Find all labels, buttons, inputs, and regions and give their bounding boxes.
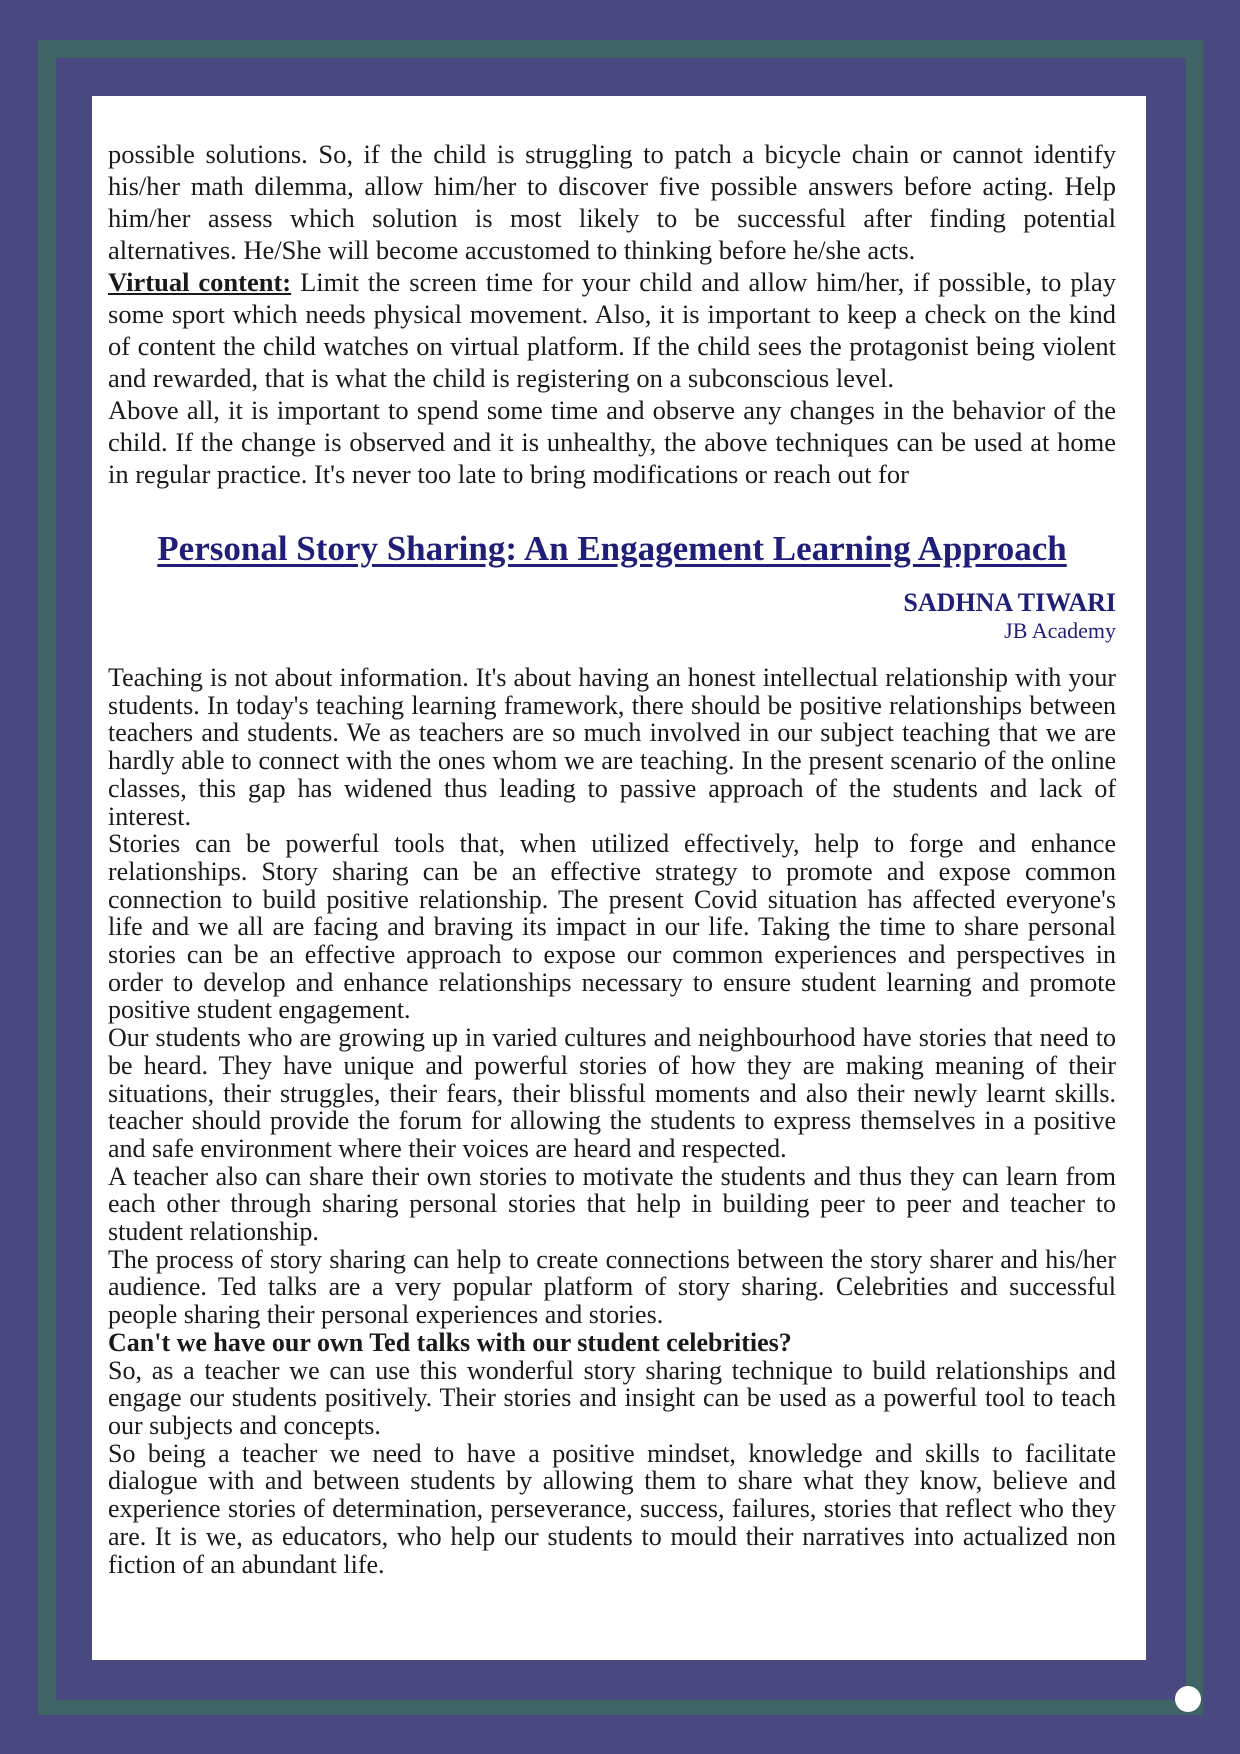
body-paragraph: Stories can be powerful tools that, when utilized effectively, help to forge and enhance relationships. Story sharing can be an effective strategy to promote and expose common connection to build positive relationship. The present Covid situation has affected everyone's life and we all are facing and braving its impact in our life. Taking the time to share personal stories can be an effective approach to expose our common experiences and perspectives in order to develop and enhance relationships necessary to ensure student learning and promote positive student engagement.	[108, 829, 1116, 1025]
body-paragraph: So being a teacher we need to have a positive mindset, knowledge and skills to facilitate dialogue with and between students by allowing them to share what they know, believe and experience stories of determination, perseverance, success, failures, stories that reflect who they are. It is we, as educators, who help our students to mould their narratives into actualized non fiction of an abundant life.	[108, 1438, 1116, 1579]
question-heading: Can't we have our own Ted talks with our student celebrities?	[108, 1327, 792, 1357]
article-body	[108, 664, 1116, 1578]
author-school: JB Academy	[1004, 618, 1116, 643]
body-paragraph: Teaching is not about information. It's about having an honest intellectual relationship with your students. In today's teaching learning framework, there should be positive relationships between teachers and students. We as teachers are so much involved in our subject teaching that we are hardly able to connect with the ones whom we are teaching. In the present scenario of the online classes, this gap has widened thus leading to passive approach of the students and lack of interest.	[108, 663, 1116, 831]
continued-paragraph: possible solutions. So, if the child is struggling to patch a bicycle chain or cannot identify his/her math dilemma, allow him/her to discover five possible answers before acting. Help him/her assess which solution is most likely to be successful after finding potential alternatives. He/She will become accustomed to thinking before he/she acts.	[108, 139, 1116, 265]
virtual-content-paragraph	[108, 266, 1116, 394]
body-paragraph: The process of story sharing can help to create connections between the story sharer and his/her audience. Ted talks are a very popular platform of story sharing. Celebrities and successful people sharing their personal experiences and stories.	[108, 1244, 1116, 1330]
article-title: Personal Story Sharing: An Engagement Learning Approach	[157, 529, 1067, 568]
body-paragraph: A teacher also can share their own stories to motivate the students and thus they can learn from each other through sharing personal stories that help in building peer to peer and teacher to student relationship.	[108, 1161, 1116, 1247]
page-number-badge	[1175, 1686, 1201, 1712]
body-paragraph: So, as a teacher we can use this wonderful story sharing technique to build relationships and engage our students positively. Their stories and insight can be used as a powerful tool to teach our subjects and concepts.	[108, 1355, 1116, 1440]
page-content	[108, 138, 1116, 1578]
byline	[108, 588, 1116, 644]
virtual-content-heading: Virtual content:	[108, 267, 292, 297]
closing-paragraph: Above all, it is important to spend some time and observe any changes in the behavior of the child. If the change is observed and it is unhealthy, the above techniques can be used at home in regular practice. It's never too late to bring modifications or reach out for	[108, 395, 1116, 489]
page	[92, 96, 1146, 1660]
body-paragraph: Our students who are growing up in varied cultures and neighbourhood have stories that need to be heard. They have unique and powerful stories of how they are making meaning of their situations, their struggles, their fears, their blissful moments and also their newly learnt skills. teacher should provide the forum for allowing the students to express themselves in a positive and safe environment where their voices are heard and respected.	[108, 1023, 1116, 1163]
virtual-content-text: Limit the screen time for your child and allow him/her, if possible, to play some sport which needs physical movement. Also, it is important to keep a check on the kind of content the child watches on virtual platform. If the child sees the protagonist being violent and rewarded, that is what the child is registering on a subconscious level.	[108, 267, 1116, 393]
author-name: SADHNA TIWARI	[903, 588, 1116, 617]
